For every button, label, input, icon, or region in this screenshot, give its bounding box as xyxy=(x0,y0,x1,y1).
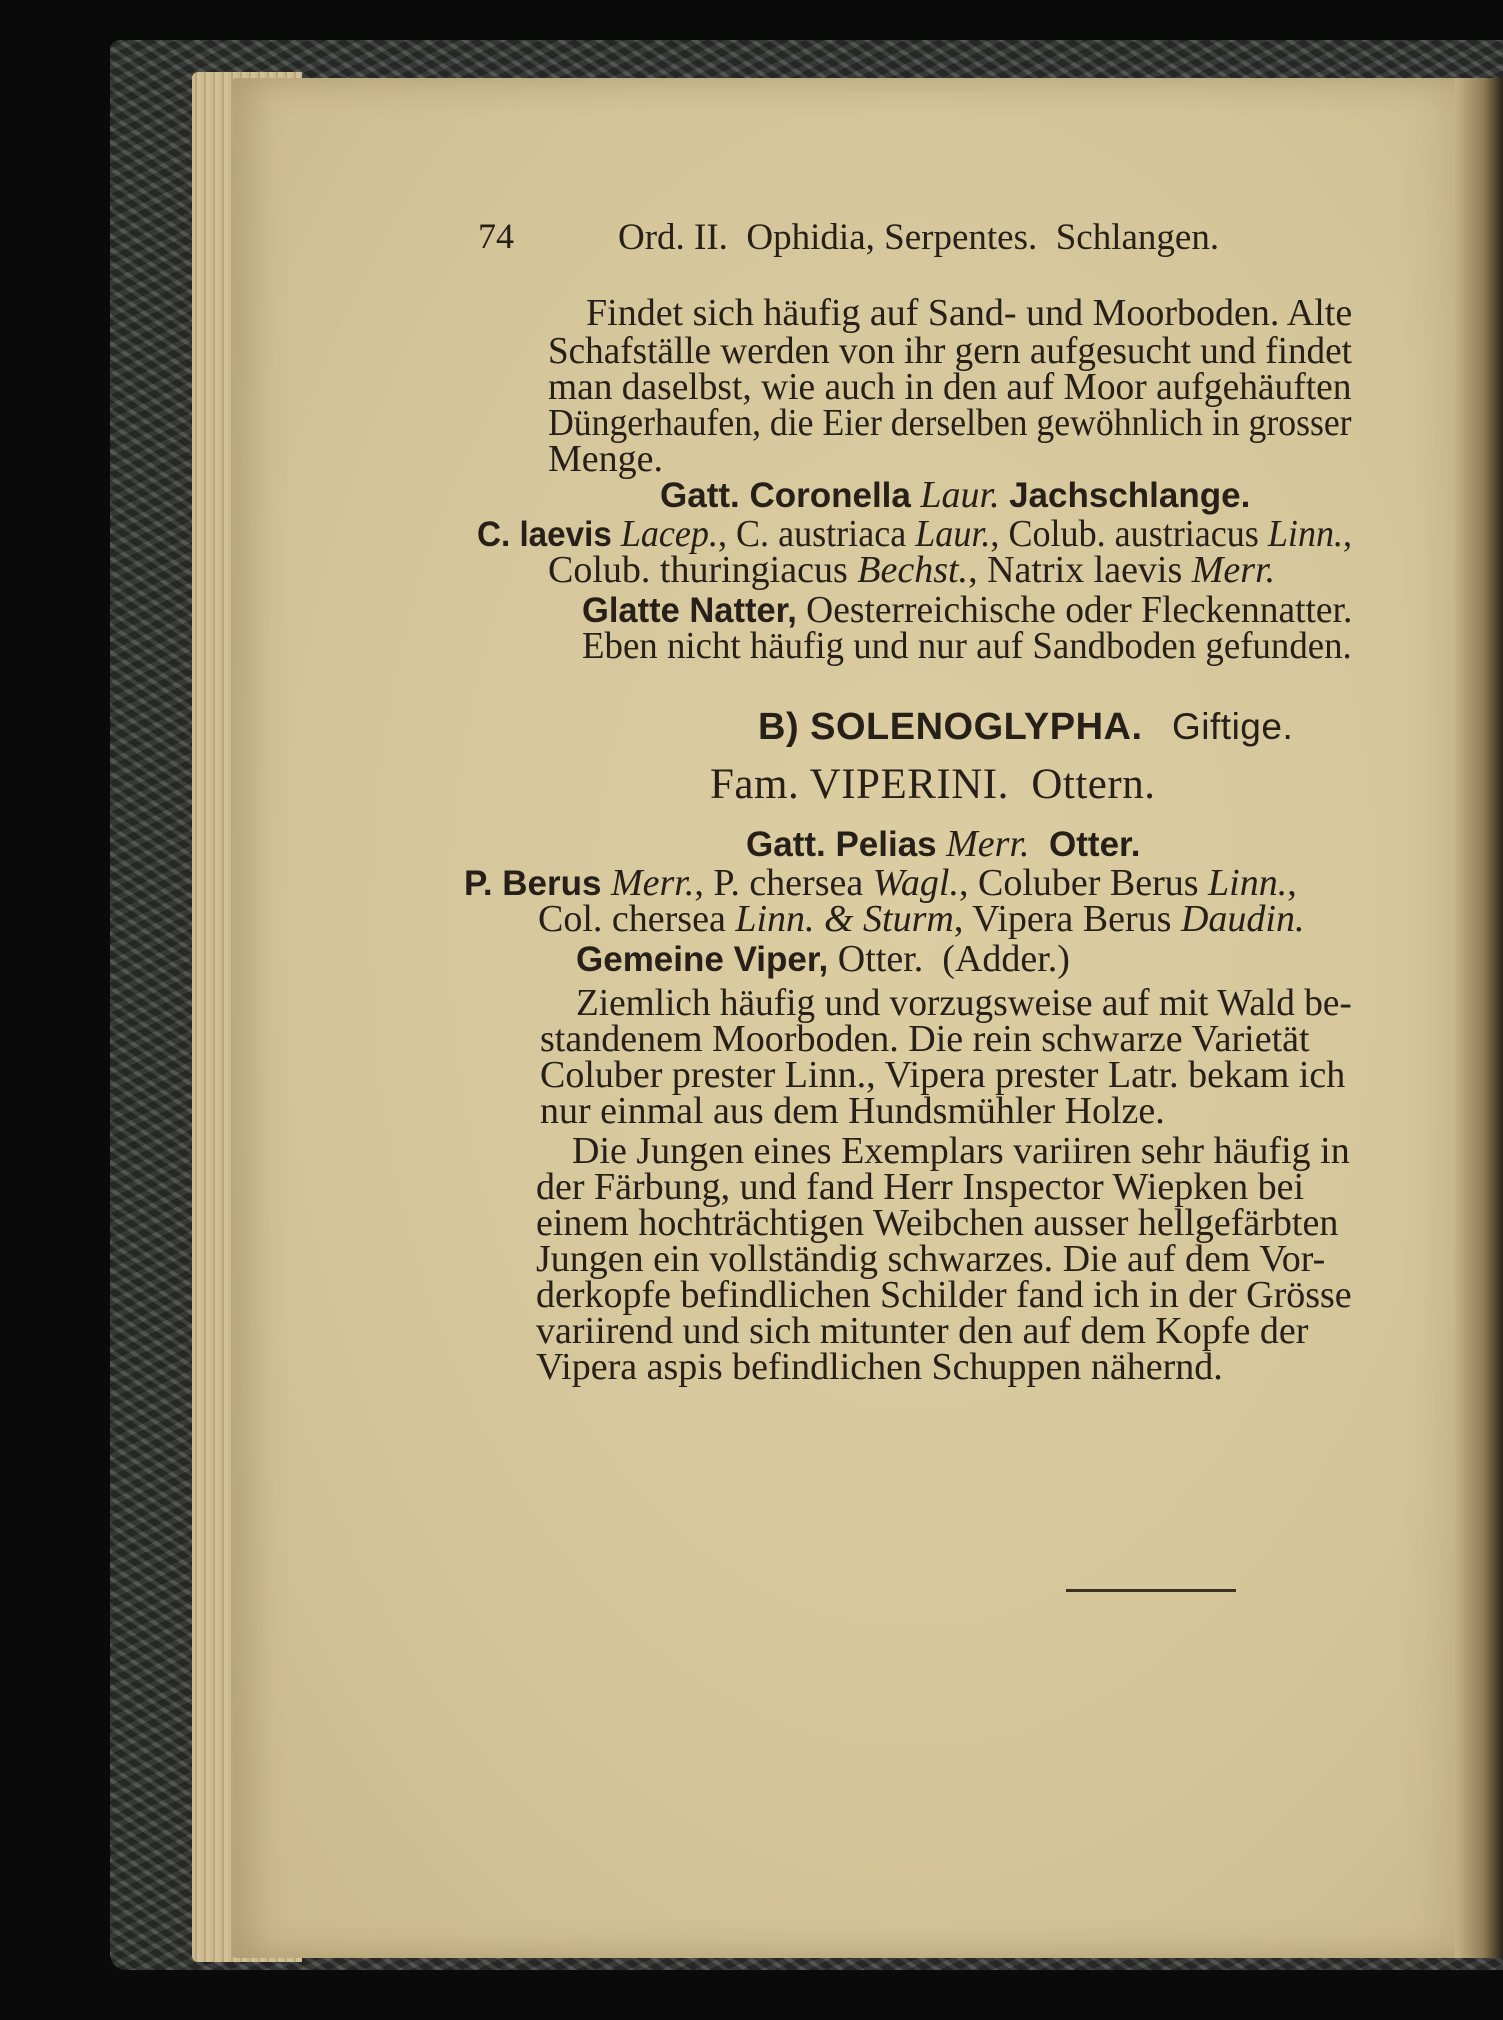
genus-coronella-heading xyxy=(660,476,1250,515)
genus-pelias-common: Otter. xyxy=(1049,825,1141,864)
text-run: Merr. xyxy=(611,862,695,904)
paragraph-3-line-3: einem hochträchtigen Weibchen ausser hellgefärbten xyxy=(536,1202,1339,1244)
species-berus-common-name xyxy=(576,940,1070,979)
genus-coronella-common: Jachschlange. xyxy=(1009,476,1251,515)
text-run: Lacep. xyxy=(620,513,718,555)
text-run: Col. chersea xyxy=(538,898,736,940)
paragraph-1-line-3: man daselbst, wie auch in den auf Moor aufgehäuften xyxy=(548,366,1352,408)
paragraph-1-line-4: Düngerhaufen, die Eier derselben gewöhnlich in grosser xyxy=(548,402,1352,444)
text-run: Laur. xyxy=(915,513,991,555)
species-berus-common-rest: Otter. (Adder.) xyxy=(828,938,1070,980)
text-run: Colub. thuringiacus xyxy=(548,549,858,591)
species-berus-common-bold: Gemeine Viper, xyxy=(576,940,829,979)
genus-coronella-author: Laur. xyxy=(920,474,1000,516)
paragraph-2-line-3: Coluber prester Linn., Vipera prester Latr. bekam ich xyxy=(540,1054,1346,1096)
paragraph-3-line-4: Jungen ein vollständig schwarzes. Die auf dem Vor- xyxy=(536,1238,1326,1280)
paragraph-2-line-1: Ziemlich häufig und vorzugsweise auf mit Wald be- xyxy=(576,982,1352,1024)
book-page xyxy=(232,78,1472,1958)
running-title: Ord. II. Ophidia, Serpentes. Schlangen. xyxy=(618,217,1220,258)
page-number: 74 xyxy=(478,216,514,256)
species-laevis-common-bold: Glatte Natter, xyxy=(582,591,797,630)
genus-pelias-author: Merr. xyxy=(946,823,1030,865)
text-run: Merr. xyxy=(1191,549,1276,591)
genus-pelias-label: Gatt. Pelias xyxy=(746,825,937,864)
text-run: Linn. & Sturm xyxy=(735,898,954,940)
text-run: , C. austriaca xyxy=(717,513,916,555)
species-berus-synonyms-line-2 xyxy=(538,898,1304,940)
end-rule xyxy=(1066,1589,1236,1592)
species-laevis-abbr: C. laevis xyxy=(477,515,612,554)
paragraph-1-line-5: Menge. xyxy=(548,438,664,480)
species-laevis-note: Eben nicht häufig und nur auf Sandboden gefunden. xyxy=(582,625,1352,667)
text-run: Wagl. xyxy=(872,862,959,904)
paragraph-3-line-5: derkopfe befindlichen Schilder fand ich in der Grösse xyxy=(536,1274,1352,1316)
text-run: , xyxy=(1287,862,1297,904)
paragraph-3-line-7: Vipera aspis befindlichen Schuppen nähernd. xyxy=(536,1346,1223,1388)
genus-pelias-heading xyxy=(746,825,1140,864)
species-laevis-synonyms-2 xyxy=(548,551,1275,589)
text-run: , P. chersea xyxy=(694,862,873,904)
paragraph-2-line-4: nur einmal aus dem Hundsmühler Holze. xyxy=(540,1090,1165,1132)
text-run: Linn. xyxy=(1208,862,1288,904)
text-run: , Natrix laevis xyxy=(968,549,1192,591)
paragraph-3-line-1: Die Jungen eines Exemplars variiren sehr häufig in xyxy=(572,1130,1350,1172)
text-run: Daudin. xyxy=(1180,898,1305,940)
paragraph-1-line-1: Findet sich häufig auf Sand- und Moorboden. Alte xyxy=(586,292,1353,334)
section-b-title-rest: Giftige. xyxy=(1172,706,1294,747)
paragraph-3-line-6: variirend und sich mitunter den auf dem Kopfe der xyxy=(536,1310,1309,1352)
species-berus-synonyms-2 xyxy=(538,900,1304,938)
page-gutter-shadow xyxy=(1455,78,1503,1958)
section-b-heading xyxy=(758,708,1293,746)
text-run: , xyxy=(1343,513,1353,555)
family-viperini-heading: Fam. VIPERINI. Ottern. xyxy=(710,761,1156,808)
species-berus-abbr: P. Berus xyxy=(464,864,602,903)
section-b-title-bold: B) SOLENOGLYPHA. xyxy=(758,706,1143,748)
species-laevis-common-rest: Oesterreichische oder Fleckennatter. xyxy=(796,589,1353,631)
text-run: , Coluber Berus xyxy=(958,862,1209,904)
page-text xyxy=(232,78,1472,1958)
paragraph-2-line-2: standenem Moorboden. Die rein schwarze Varietät xyxy=(540,1018,1310,1060)
text-run: Linn. xyxy=(1267,513,1344,555)
text-run: , Vipera Berus xyxy=(953,898,1181,940)
paragraph-3-line-2: der Färbung, und fand Herr Inspector Wiepken bei xyxy=(536,1166,1305,1208)
species-laevis-synonyms-line-2 xyxy=(548,549,1275,591)
genus-coronella-label: Gatt. Coronella xyxy=(660,476,911,515)
text-run: , Colub. austriacus xyxy=(990,513,1268,555)
paragraph-1-line-2: Schafställe werden von ihr gern aufgesucht und findet xyxy=(548,330,1352,372)
text-run: Bechst. xyxy=(857,549,969,591)
